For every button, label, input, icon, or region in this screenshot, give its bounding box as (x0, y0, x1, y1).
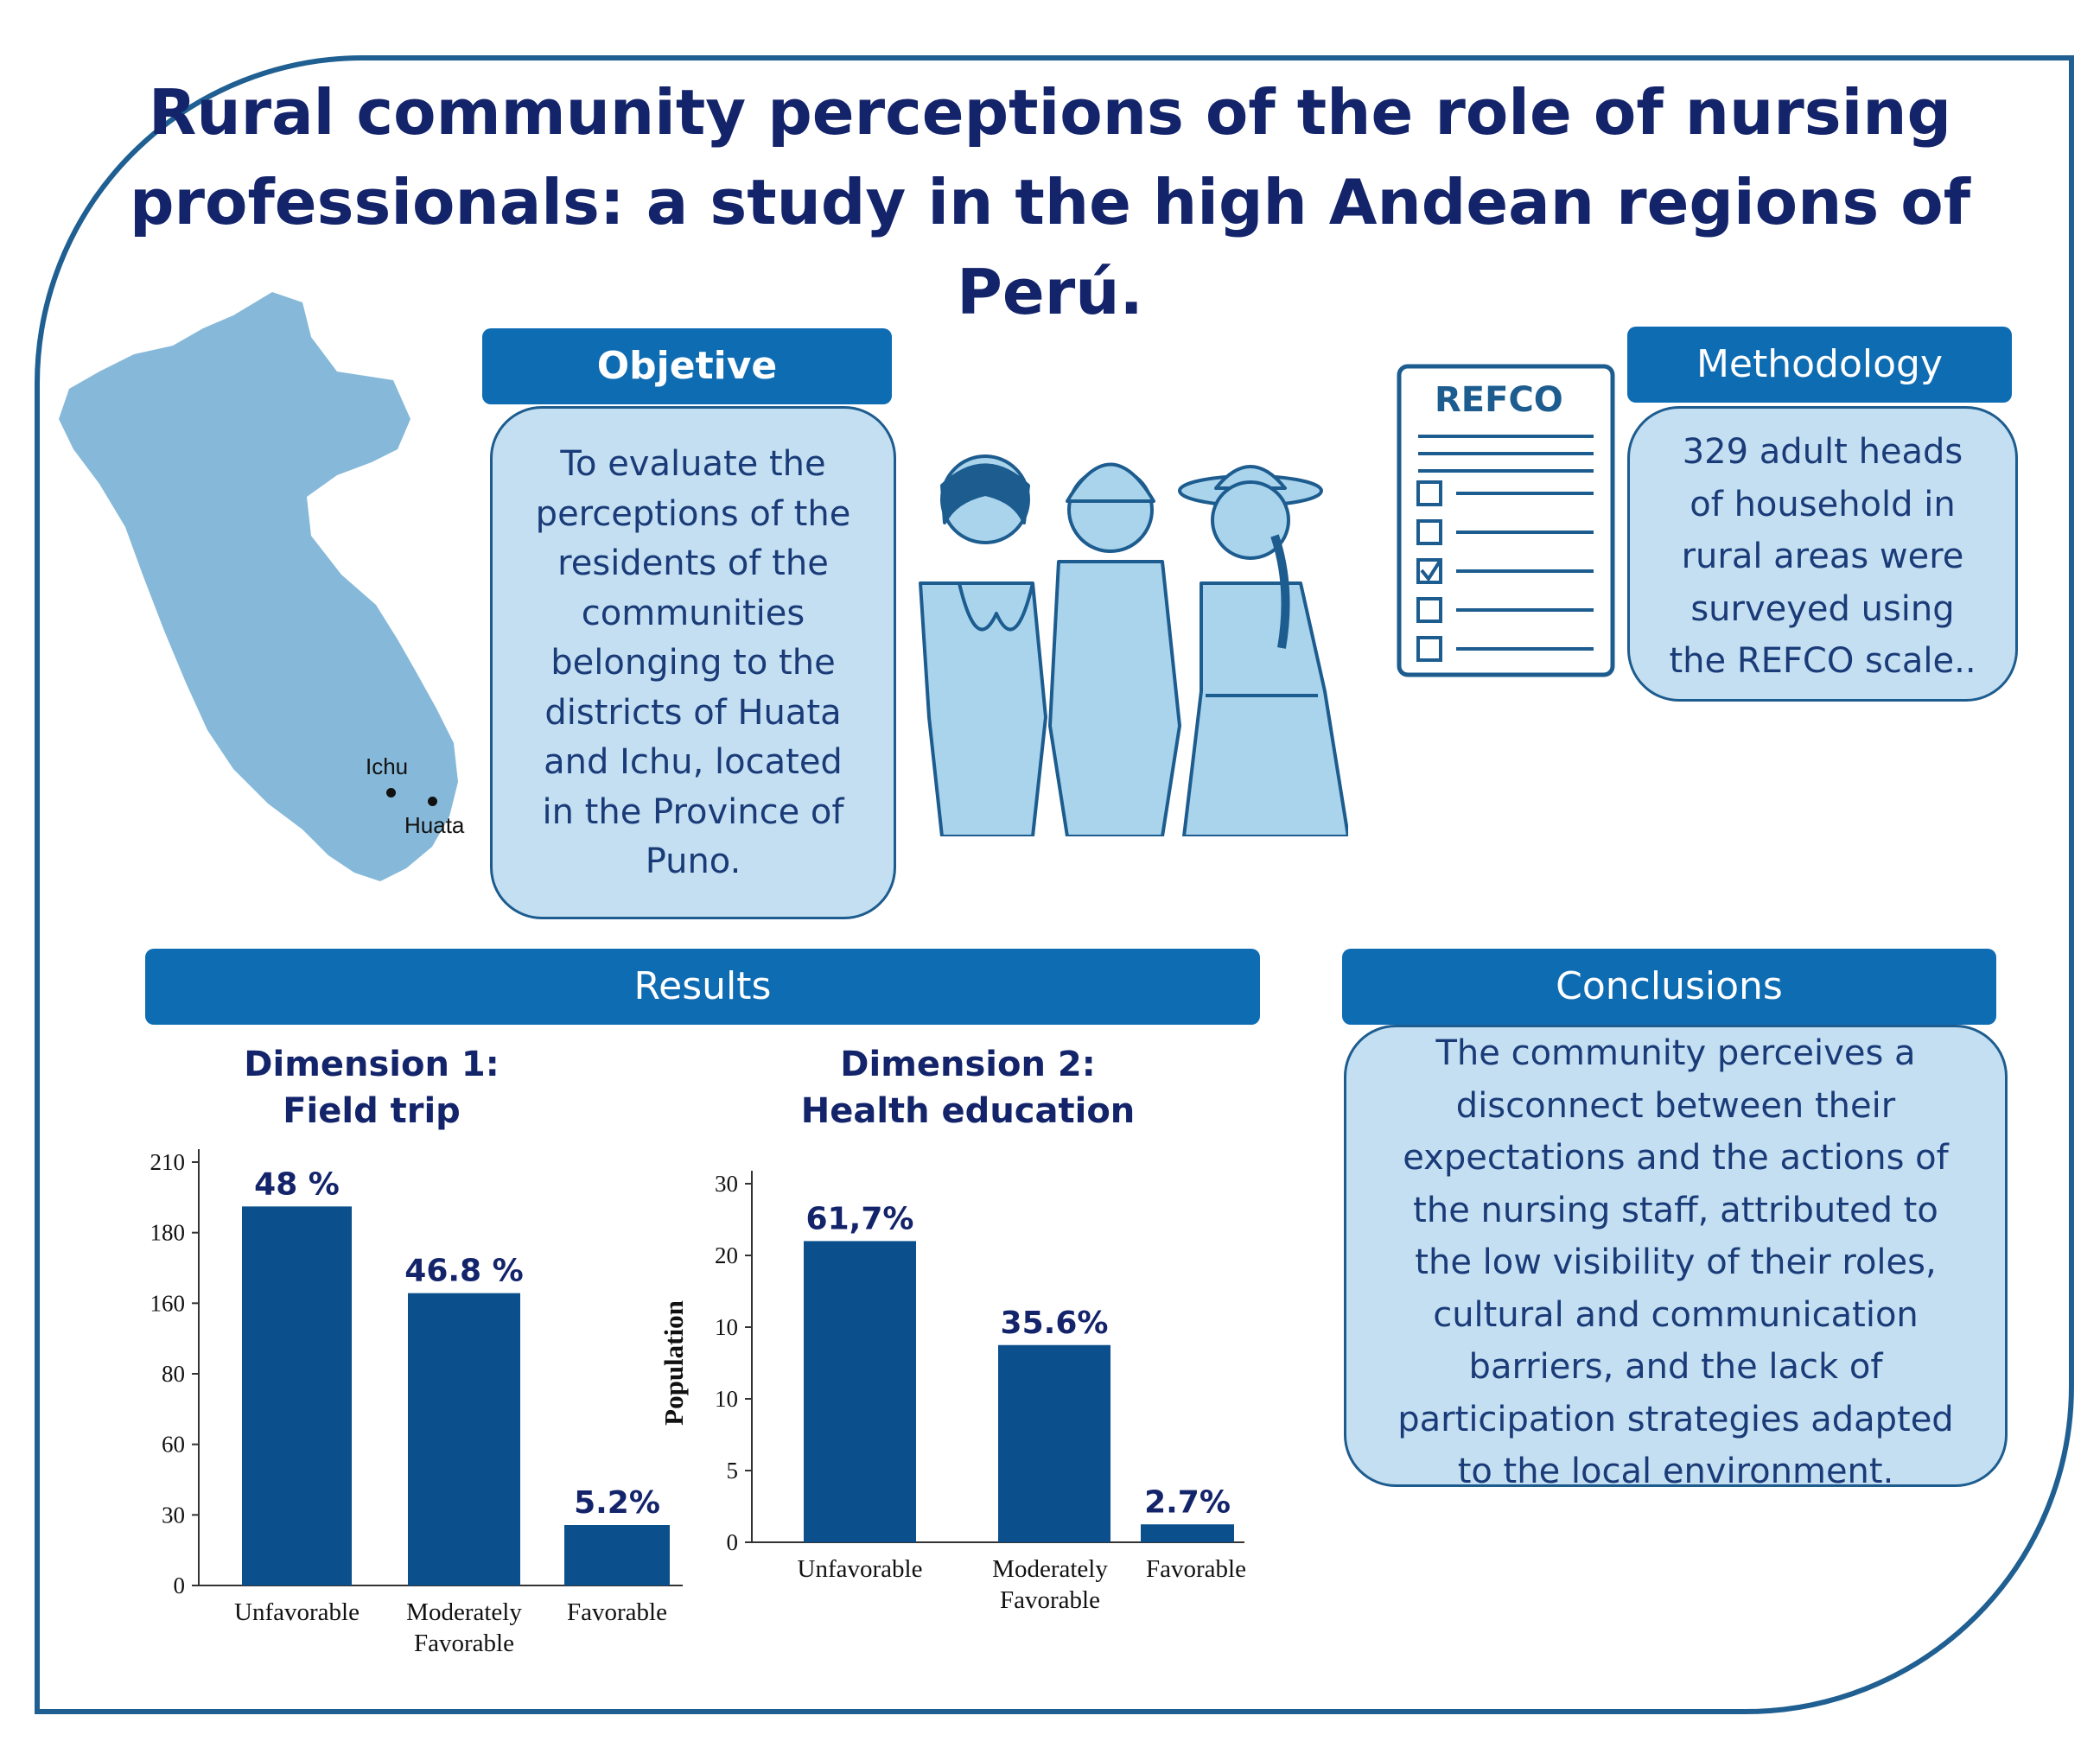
chart2-data-label: 2.7% (1144, 1484, 1231, 1521)
methodology-bubble (1627, 406, 2018, 702)
chart1-bar (242, 1206, 352, 1585)
chart2-y-tick-label: 20 (715, 1242, 738, 1268)
community-people-icon (894, 432, 1348, 836)
methodology-header-label: Methodology (1696, 342, 1944, 386)
chart2-category-label: Favorable (1146, 1555, 1246, 1583)
chart2-bar (804, 1241, 916, 1542)
chart2-data-label: 61,7% (805, 1201, 914, 1237)
objective-header-label: Objetive (596, 344, 778, 388)
chart2-data-label: 35.6% (1000, 1305, 1109, 1341)
results-header-label: Results (633, 964, 772, 1008)
conclusions-text: The community perceives a disconnect between their expectations and the actions of the nursing staff, attributed to the low visibility of their roles, cultural and communication barriers, and the lack of participation strategies adapted to the local environment. (1397, 1033, 1954, 1491)
dimension1-bar-chart (130, 1123, 691, 1676)
chart1-bar (564, 1525, 670, 1585)
chart1-y-tick-label: 160 (150, 1290, 185, 1317)
refco-label: REFCO (1435, 380, 1563, 420)
chart2-y-tick-label: 0 (726, 1529, 738, 1555)
chart1-y-tick-label: 210 (150, 1149, 185, 1175)
ichu-label: Ichu (366, 753, 409, 779)
chart2-y-tick-label: 10 (715, 1314, 738, 1340)
methodology-text: 329 adult heads of household in rural areas were surveyed using the REFCO scale.. (1669, 432, 1976, 681)
results-header (145, 949, 1260, 1025)
dimension2-bar-chart (657, 1123, 1262, 1676)
ichu-marker (386, 788, 396, 797)
objective-bubble (490, 406, 896, 919)
chart1-y-tick-label: 80 (162, 1361, 185, 1387)
chart2-bar (998, 1345, 1110, 1542)
chart1-category-label: Favorable (414, 1630, 514, 1657)
huata-marker (428, 797, 437, 806)
page-title: Rural community perceptions of the role of nursing professionals: a study in the high Andean regions of Perú. (129, 76, 1971, 328)
chart1-category-label: Moderately (406, 1598, 522, 1626)
chart1-y-tick-label: 30 (162, 1502, 185, 1528)
chart1-data-label: 46.8 % (404, 1253, 524, 1289)
chart1-title (199, 1041, 544, 1134)
objective-header (482, 328, 892, 404)
chart2-y-tick-label: 30 (715, 1171, 738, 1197)
chart1-bar (408, 1293, 520, 1585)
chart2-y-tick-label: 10 (715, 1386, 738, 1412)
chart2-category-label: Moderately (992, 1555, 1108, 1583)
methodology-header (1627, 327, 2012, 403)
chart1-y-tick-label: 0 (173, 1573, 185, 1598)
chart2-bar (1141, 1524, 1234, 1542)
chart2-title (778, 1041, 1158, 1134)
objective-text: To evaluate the perceptions of the residents of the communities belonging to the districts of Huata and Ichu, located in the Province of Puno. (535, 444, 851, 881)
conclusions-header (1342, 949, 1996, 1025)
chart1-data-label: 5.2% (574, 1485, 660, 1521)
conclusions-bubble (1344, 1025, 2008, 1491)
chart1-category-label: Unfavorable (234, 1598, 360, 1626)
chart2-y-tick-label: 5 (726, 1458, 738, 1484)
chart2-y-axis-label: Population (659, 1300, 689, 1426)
chart1-category-label: Favorable (567, 1598, 667, 1626)
chart1-y-tick-label: 180 (150, 1219, 185, 1246)
chart1-y-tick-label: 60 (162, 1431, 185, 1458)
conclusions-header-label: Conclusions (1556, 964, 1783, 1008)
chart2-category-label: Unfavorable (797, 1555, 923, 1583)
chart2-category-label: Favorable (1000, 1586, 1100, 1614)
huata-label: Huata (404, 812, 465, 838)
chart1-title-text: Dimension 1: Field trip (244, 1045, 500, 1131)
chart2-title-text: Dimension 2: Health education (800, 1045, 1136, 1131)
chart1-data-label: 48 % (254, 1166, 340, 1203)
